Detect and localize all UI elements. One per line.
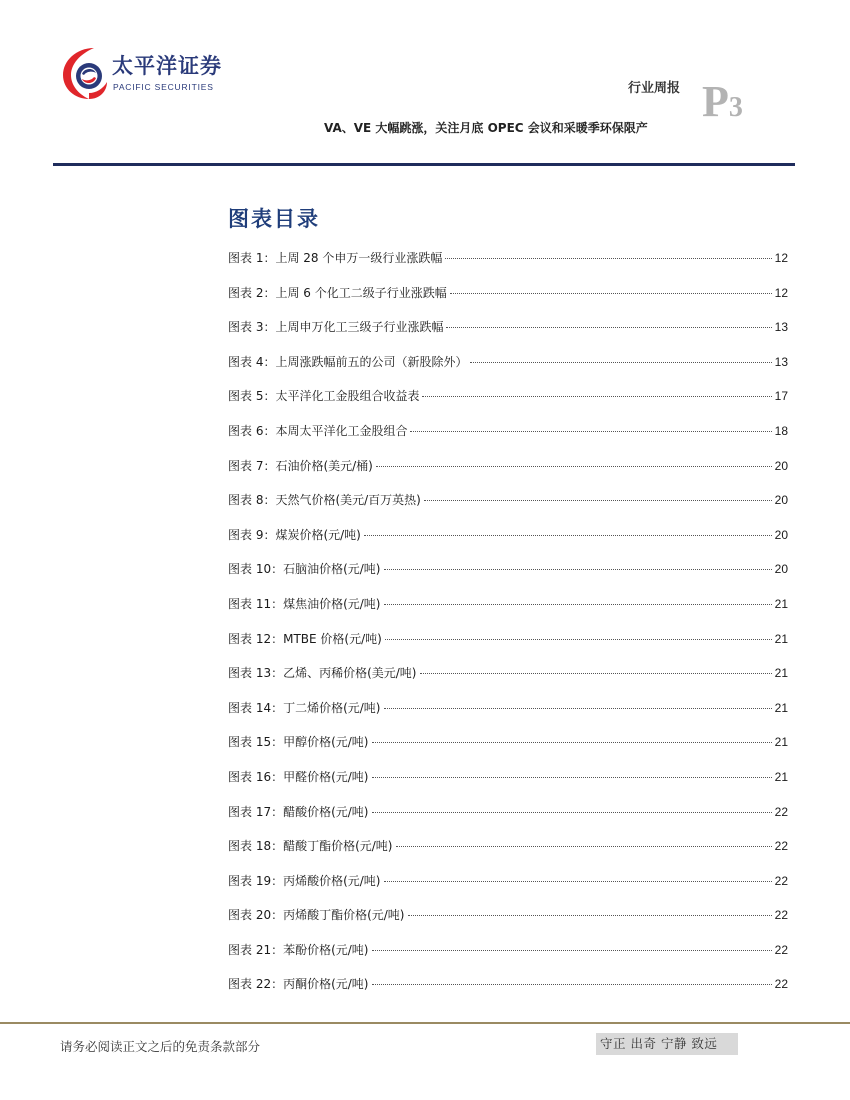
toc-heading: 图表目录 bbox=[228, 207, 320, 231]
toc-entry-page: 22 bbox=[774, 873, 788, 888]
toc-entry-page: 22 bbox=[774, 942, 788, 957]
toc-entry[interactable] bbox=[228, 249, 788, 284]
toc-entry-page: 20 bbox=[774, 562, 788, 577]
logo-english-name: PACIFIC SECURITIES bbox=[113, 82, 214, 92]
toc-entry-label: 图表 15：甲醇价格(元/吨) bbox=[228, 735, 369, 750]
toc-entry-label: 图表 13：乙烯、丙稀价格(美元/吨) bbox=[228, 666, 417, 681]
toc-entry-page: 22 bbox=[774, 977, 788, 992]
toc-entry-label: 图表 21：苯酚价格(元/吨) bbox=[228, 942, 369, 957]
toc-entry[interactable] bbox=[228, 284, 788, 319]
page-letter: P bbox=[702, 77, 729, 126]
toc-entry-page: 12 bbox=[774, 251, 788, 265]
toc-entry-page: 18 bbox=[774, 423, 788, 438]
toc-entry-page: 20 bbox=[774, 527, 788, 542]
toc-entry-page: 12 bbox=[774, 285, 788, 300]
toc-entry-page: 22 bbox=[774, 839, 788, 854]
toc-list bbox=[228, 249, 788, 1010]
toc-entry-label: 图表 2：上周 6 个化工二级子行业涨跌幅 bbox=[228, 285, 447, 300]
toc-dot-leader bbox=[450, 293, 772, 294]
company-logo bbox=[60, 44, 230, 106]
toc-dot-leader bbox=[372, 812, 772, 813]
toc-entry-label: 图表 18：醋酸丁酯价格(元/吨) bbox=[228, 839, 393, 854]
toc-entry-label: 图表 8：天然气价格(美元/百万英热) bbox=[228, 493, 421, 508]
toc-entry[interactable] bbox=[228, 526, 788, 561]
toc-entry-label: 图表 10：石脑油价格(元/吨) bbox=[228, 562, 381, 577]
toc-entry[interactable] bbox=[228, 387, 788, 422]
toc-entry[interactable] bbox=[228, 595, 788, 630]
toc-dot-leader bbox=[420, 673, 772, 674]
report-title: VA、VE 大幅跳涨，关注月底 OPEC 会议和采暖季环保限产 bbox=[324, 121, 648, 135]
toc-entry-page: 21 bbox=[774, 769, 788, 784]
toc-entry-label: 图表 3：上周申万化工三级子行业涨跌幅 bbox=[228, 320, 444, 335]
toc-dot-leader bbox=[396, 846, 772, 847]
toc-entry[interactable] bbox=[228, 491, 788, 526]
logo-chinese-name: 太平洋证券 bbox=[112, 54, 222, 78]
footer-disclaimer: 请务必阅读正文之后的免责条款部分 bbox=[60, 1039, 261, 1054]
toc-dot-leader bbox=[384, 569, 772, 570]
toc-entry[interactable] bbox=[228, 906, 788, 941]
toc-entry-label: 图表 22：丙酮价格(元/吨) bbox=[228, 977, 369, 992]
page-number-mark bbox=[702, 77, 743, 126]
toc-entry-page: 20 bbox=[774, 493, 788, 508]
toc-entry-label: 图表 16：甲醛价格(元/吨) bbox=[228, 769, 369, 784]
toc-entry[interactable] bbox=[228, 560, 788, 595]
toc-entry-label: 图表 19：丙烯酸价格(元/吨) bbox=[228, 873, 381, 888]
toc-dot-leader bbox=[385, 639, 772, 640]
toc-entry[interactable] bbox=[228, 664, 788, 699]
toc-entry-page: 21 bbox=[774, 596, 788, 611]
toc-dot-leader bbox=[445, 258, 771, 259]
header-divider bbox=[53, 163, 795, 166]
toc-entry[interactable] bbox=[228, 733, 788, 768]
toc-entry[interactable] bbox=[228, 803, 788, 838]
toc-entry-label: 图表 9：煤炭价格(元/吨) bbox=[228, 527, 361, 542]
toc-entry[interactable] bbox=[228, 457, 788, 492]
page-number: 3 bbox=[728, 92, 743, 123]
toc-entry-label: 图表 12：MTBE 价格(元/吨) bbox=[228, 631, 382, 646]
toc-entry[interactable] bbox=[228, 941, 788, 976]
toc-entry-label: 图表 14：丁二烯价格(元/吨) bbox=[228, 700, 381, 715]
footer-divider bbox=[0, 1022, 850, 1024]
toc-entry-page: 13 bbox=[774, 320, 788, 335]
toc-dot-leader bbox=[376, 466, 772, 467]
toc-entry-page: 21 bbox=[774, 666, 788, 681]
toc-dot-leader bbox=[410, 431, 771, 432]
toc-entry-page: 13 bbox=[774, 354, 788, 369]
toc-entry[interactable] bbox=[228, 872, 788, 907]
toc-entry-label: 图表 7：石油价格(美元/桶) bbox=[228, 458, 373, 473]
toc-entry-label: 图表 5：太平洋化工金股组合收益表 bbox=[228, 389, 420, 404]
toc-entry-page: 20 bbox=[774, 458, 788, 473]
report-type-label: 行业周报 bbox=[628, 81, 681, 96]
toc-dot-leader bbox=[372, 777, 772, 778]
toc-dot-leader bbox=[372, 742, 772, 743]
toc-entry-label: 图表 11：煤焦油价格(元/吨) bbox=[228, 596, 381, 611]
footer-motto: 守正 出奇 宁静 致远 bbox=[596, 1033, 738, 1055]
toc-dot-leader bbox=[384, 881, 772, 882]
pacific-securities-emblem-icon bbox=[60, 44, 110, 102]
toc-entry-label: 图表 4：上周涨跌幅前五的公司（新股除外） bbox=[228, 354, 468, 369]
toc-dot-leader bbox=[408, 915, 772, 916]
toc-entry[interactable] bbox=[228, 837, 788, 872]
toc-dot-leader bbox=[384, 708, 772, 709]
toc-entry[interactable] bbox=[228, 768, 788, 803]
toc-dot-leader bbox=[364, 535, 772, 536]
toc-entry[interactable] bbox=[228, 422, 788, 457]
toc-entry-page: 21 bbox=[774, 700, 788, 715]
toc-entry[interactable] bbox=[228, 318, 788, 353]
toc-entry-page: 17 bbox=[774, 389, 788, 404]
toc-dot-leader bbox=[372, 950, 772, 951]
toc-entry-label: 图表 20：丙烯酸丁酯价格(元/吨) bbox=[228, 908, 405, 923]
toc-entry[interactable] bbox=[228, 975, 788, 1010]
toc-dot-leader bbox=[446, 327, 771, 328]
toc-dot-leader bbox=[422, 396, 771, 397]
toc-entry[interactable] bbox=[228, 699, 788, 734]
toc-entry-page: 22 bbox=[774, 804, 788, 819]
toc-entry[interactable] bbox=[228, 630, 788, 665]
toc-dot-leader bbox=[470, 362, 771, 363]
toc-entry[interactable] bbox=[228, 353, 788, 388]
toc-entry-page: 22 bbox=[774, 908, 788, 923]
toc-entry-label: 图表 1：上周 28 个申万一级行业涨跌幅 bbox=[228, 251, 443, 265]
toc-dot-leader bbox=[424, 500, 772, 501]
toc-dot-leader bbox=[384, 604, 772, 605]
toc-dot-leader bbox=[372, 984, 772, 985]
toc-entry-page: 21 bbox=[774, 631, 788, 646]
toc-entry-label: 图表 17：醋酸价格(元/吨) bbox=[228, 804, 369, 819]
toc-entry-label: 图表 6：本周太平洋化工金股组合 bbox=[228, 423, 408, 438]
toc-entry-page: 21 bbox=[774, 735, 788, 750]
